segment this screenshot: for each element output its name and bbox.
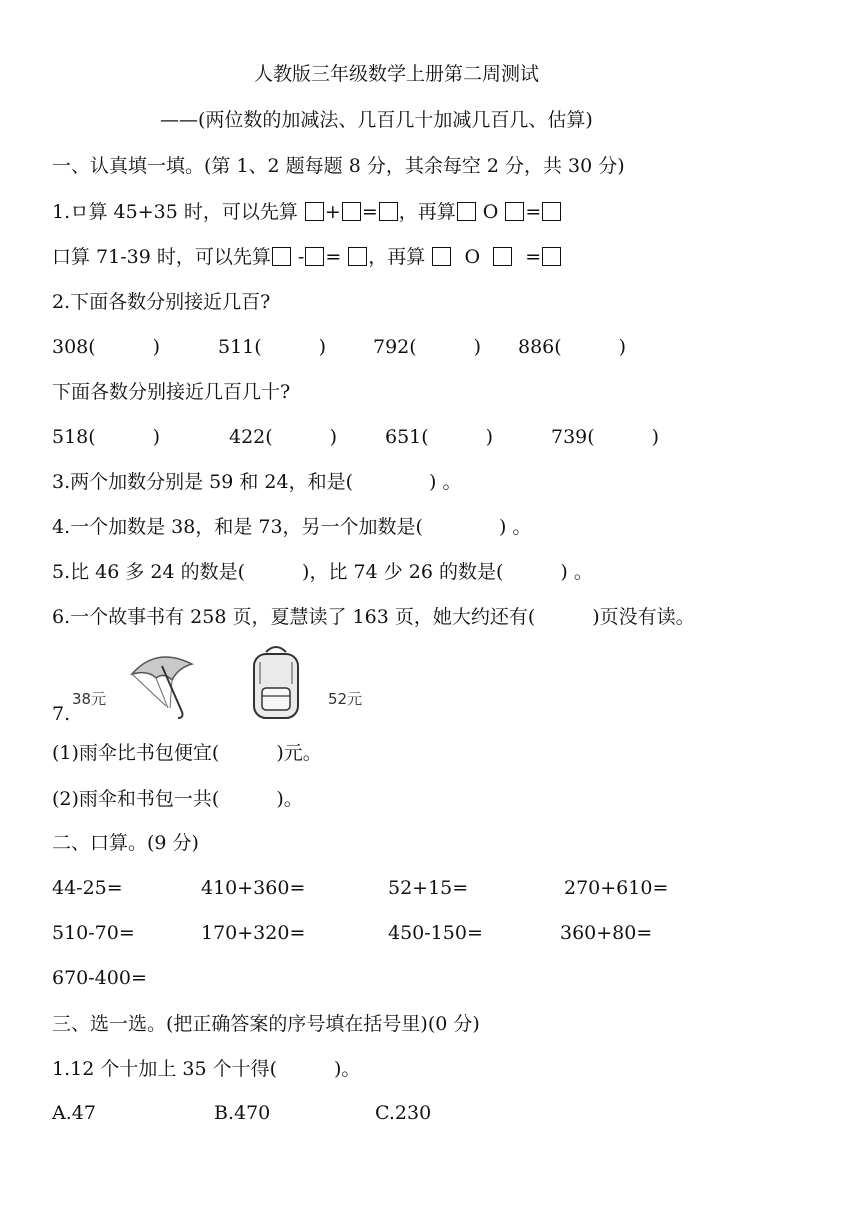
calc-item[interactable]: 52+15= <box>388 877 469 899</box>
operator-circle: O <box>464 246 481 268</box>
calc-item[interactable]: 270+610= <box>564 877 669 899</box>
operator-circle: O <box>482 201 499 223</box>
q3-line[interactable]: 3.两个加数分别是 59 和 24，和是( ) 。 <box>52 471 462 493</box>
section2-heading: 二、口算。(9 分) <box>52 832 199 854</box>
answer-box[interactable] <box>493 247 512 266</box>
answer-box[interactable] <box>379 202 398 221</box>
equals-sign: = <box>361 201 378 223</box>
answer-box[interactable] <box>305 247 324 266</box>
q1a-prefix: 1.ㅁ算 45+35 时，可以先算 <box>52 201 298 223</box>
calc-item[interactable]: 510-70= <box>52 922 135 944</box>
q5-line[interactable]: 5.比 46 多 24 的数是( )，比 74 少 26 的数是( ) 。 <box>52 561 593 583</box>
q2a-item[interactable]: 308( ) <box>52 336 161 358</box>
equals-sign: = <box>525 246 542 268</box>
page-title: 人教版三年级数学上册第二周测试 <box>254 63 540 85</box>
q2b-item[interactable]: 422( ) <box>229 426 338 448</box>
calc-item[interactable]: 44-25= <box>52 877 123 899</box>
umbrella-price: 38元 <box>72 690 107 708</box>
page-subtitle: ——(两位数的加减法、几百几十加减几百几、估算) <box>160 109 593 131</box>
answer-box[interactable] <box>348 247 367 266</box>
equals-sign: = <box>325 246 342 268</box>
q1b-then: ，再算 <box>368 246 426 268</box>
answer-box[interactable] <box>542 247 561 266</box>
q6-line[interactable]: 6.一个故事书有 258 页，夏慧读了 163 页，她大约还有( )页没有读。 <box>52 606 695 628</box>
answer-box[interactable] <box>542 202 561 221</box>
minus-sign: - <box>297 246 305 268</box>
answer-box[interactable] <box>457 202 476 221</box>
q4-line[interactable]: 4.一个加数是 38，和是 73，另一个加数是( ) 。 <box>52 516 532 538</box>
q1b-line <box>52 245 562 269</box>
q2b-item[interactable]: 739( ) <box>551 426 660 448</box>
answer-box[interactable] <box>432 247 451 266</box>
answer-box[interactable] <box>342 202 361 221</box>
q2a-item[interactable]: 792( ) <box>373 336 482 358</box>
plus-sign: + <box>324 201 341 223</box>
q7-part2[interactable]: (2)雨伞和书包一共( )。 <box>52 788 303 810</box>
q1a-line <box>52 200 562 224</box>
q2a-item[interactable]: 886( ) <box>518 336 627 358</box>
bag-price: 52元 <box>328 690 363 708</box>
calc-item[interactable]: 410+360= <box>201 877 306 899</box>
q1b-prefix: 口算 71-39 时，可以先算 <box>52 246 271 268</box>
section3-heading: 三、选一选。(把正确答案的序号填在括号里)(0 分) <box>52 1013 480 1035</box>
backpack-icon <box>246 644 306 727</box>
equals-sign: = <box>525 201 542 223</box>
q1a-then: ，再算 <box>398 201 456 223</box>
q2b-title: 下面各数分别接近几百几十? <box>52 381 291 403</box>
option-c[interactable]: C.230 <box>375 1102 432 1124</box>
calc-item[interactable]: 170+320= <box>201 922 306 944</box>
q2b-item[interactable]: 518( ) <box>52 426 161 448</box>
s3-q1[interactable]: 1.12 个十加上 35 个十得( )。 <box>52 1058 361 1080</box>
q2a-title: 2.下面各数分别接近几百? <box>52 291 271 313</box>
q7-label: 7. <box>52 703 71 725</box>
calc-item[interactable]: 450-150= <box>388 922 483 944</box>
option-a[interactable]: A.47 <box>52 1102 96 1124</box>
answer-box[interactable] <box>272 247 291 266</box>
q2a-item[interactable]: 511( ) <box>218 336 327 358</box>
answer-box[interactable] <box>505 202 524 221</box>
answer-box[interactable] <box>305 202 324 221</box>
umbrella-icon <box>126 646 198 727</box>
q2b-item[interactable]: 651( ) <box>385 426 494 448</box>
calc-item[interactable]: 360+80= <box>560 922 653 944</box>
calc-item[interactable]: 670-400= <box>52 967 147 989</box>
section1-heading: 一、认真填一填。(第 1、2 题每题 8 分，其余每空 2 分，共 30 分) <box>52 155 625 177</box>
q7-part1[interactable]: (1)雨伞比书包便宜( )元。 <box>52 742 322 764</box>
option-b[interactable]: B.470 <box>214 1102 271 1124</box>
